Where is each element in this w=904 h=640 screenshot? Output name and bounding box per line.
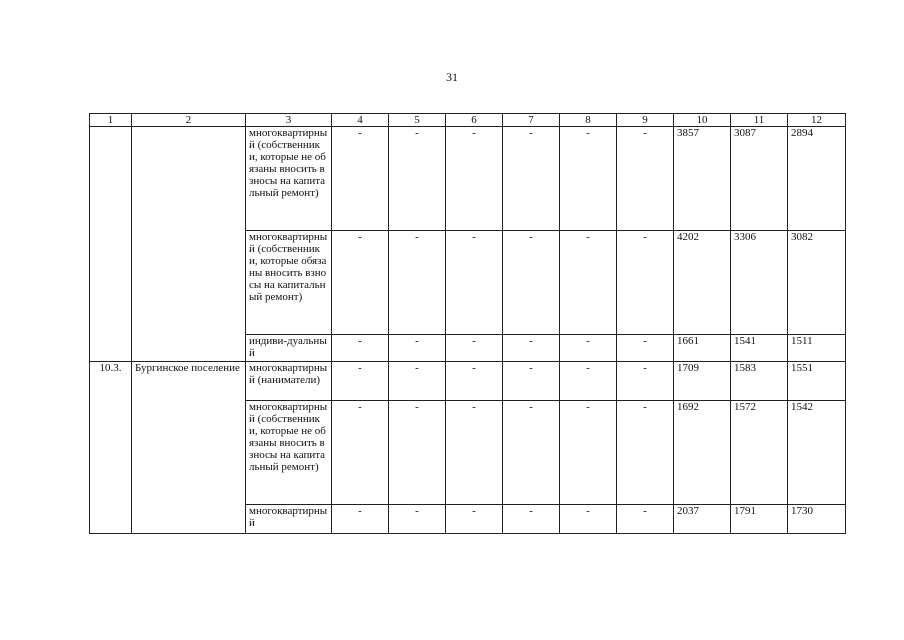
value-cell: - [446, 362, 503, 401]
value-cell: - [332, 401, 389, 505]
value-cell: 2037 [674, 505, 731, 534]
value-cell: - [332, 231, 389, 335]
value-cell: - [389, 401, 446, 505]
value-cell: - [446, 401, 503, 505]
header-cell: 1 [90, 114, 132, 127]
value-cell: - [503, 127, 560, 231]
value-cell: 1541 [731, 335, 788, 362]
value-cell: - [503, 231, 560, 335]
value-cell: - [332, 127, 389, 231]
value-cell: 1511 [788, 335, 846, 362]
housing-type-cell: многоквартирный [246, 505, 332, 534]
value-cell: 3857 [674, 127, 731, 231]
housing-type-cell: многоквартирный (собственники, которые обязаны вносить взносы на капитальный ремонт) [246, 231, 332, 335]
housing-type-cell: индиви-дуальный [246, 335, 332, 362]
value-cell: - [617, 505, 674, 534]
header-cell: 11 [731, 114, 788, 127]
value-cell: 1542 [788, 401, 846, 505]
page-number: 31 [446, 70, 458, 84]
tariff-table [89, 113, 846, 534]
value-cell: 1551 [788, 362, 846, 401]
header-row [90, 114, 846, 127]
value-cell: - [560, 362, 617, 401]
housing-type-cell: многоквартирный (собственники, которые не обязаны вносить взносы на капитальный ремонт) [246, 127, 332, 231]
settlement-name-cell: Бургинское поселение [132, 362, 246, 534]
value-cell: - [332, 505, 389, 534]
value-cell: - [332, 362, 389, 401]
value-cell: - [446, 127, 503, 231]
value-cell: 1709 [674, 362, 731, 401]
header-cell: 3 [246, 114, 332, 127]
value-cell: 1791 [731, 505, 788, 534]
header-cell: 7 [503, 114, 560, 127]
value-cell: 1692 [674, 401, 731, 505]
value-cell: - [617, 231, 674, 335]
housing-type-cell: многоквартирный (собственники, которые не обязаны вносить взносы на капитальный ремонт) [246, 401, 332, 505]
value-cell: - [503, 401, 560, 505]
value-cell: 2894 [788, 127, 846, 231]
header-cell: 4 [332, 114, 389, 127]
value-cell: - [332, 335, 389, 362]
value-cell: - [446, 335, 503, 362]
value-cell: 4202 [674, 231, 731, 335]
settlement-name-cell [132, 127, 246, 362]
value-cell: 1730 [788, 505, 846, 534]
value-cell: - [560, 401, 617, 505]
value-cell: - [389, 231, 446, 335]
value-cell: - [617, 127, 674, 231]
row-number-cell [90, 127, 132, 362]
header-cell: 6 [446, 114, 503, 127]
table-row [90, 127, 846, 231]
value-cell: 1661 [674, 335, 731, 362]
value-cell: - [389, 127, 446, 231]
value-cell: - [617, 335, 674, 362]
value-cell: 3306 [731, 231, 788, 335]
value-cell: - [560, 335, 617, 362]
header-cell: 5 [389, 114, 446, 127]
value-cell: - [446, 505, 503, 534]
value-cell: - [560, 505, 617, 534]
value-cell: - [617, 362, 674, 401]
value-cell: 3082 [788, 231, 846, 335]
value-cell: - [446, 231, 503, 335]
header-cell: 9 [617, 114, 674, 127]
table-row [90, 362, 846, 401]
housing-type-cell: многоквартирный (наниматели) [246, 362, 332, 401]
value-cell: - [503, 335, 560, 362]
value-cell: - [389, 505, 446, 534]
value-cell: - [389, 335, 446, 362]
header-cell: 2 [132, 114, 246, 127]
value-cell: - [560, 127, 617, 231]
value-cell: - [560, 231, 617, 335]
value-cell: - [503, 362, 560, 401]
value-cell: 1583 [731, 362, 788, 401]
value-cell: - [389, 362, 446, 401]
value-cell: - [503, 505, 560, 534]
header-cell: 12 [788, 114, 846, 127]
value-cell: 3087 [731, 127, 788, 231]
value-cell: 1572 [731, 401, 788, 505]
header-cell: 10 [674, 114, 731, 127]
header-cell: 8 [560, 114, 617, 127]
value-cell: - [617, 401, 674, 505]
row-number-cell: 10.3. [90, 362, 132, 534]
